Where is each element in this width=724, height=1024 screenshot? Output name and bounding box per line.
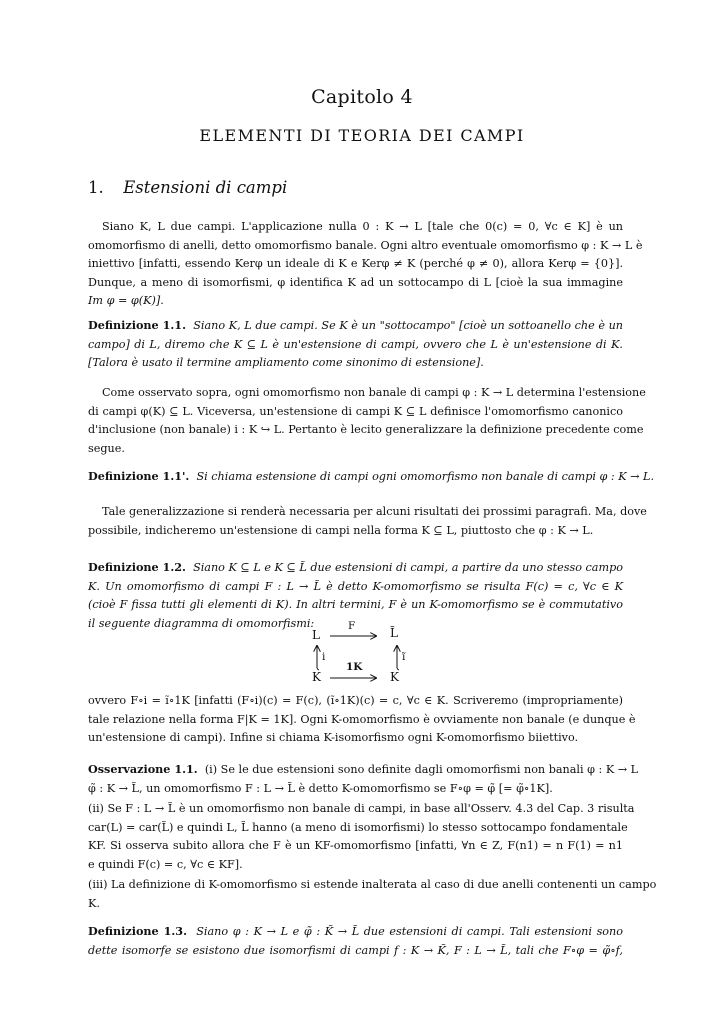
paragraph-line: Come osservato sopra, ogni omomorfismo non banale di campi φ : K → L determina l'estensione bbox=[102, 386, 646, 399]
node-L-tilde: L̃ bbox=[390, 626, 398, 640]
arrow-label-F: F bbox=[348, 620, 356, 632]
paragraph-line: segue. bbox=[88, 441, 125, 455]
remark-line: KF. Si osserva subito allora che F è un KF-omomorfismo [infatti, ∀n ∈ Z, F(n1) = n F(1) = n1 bbox=[88, 839, 623, 852]
remark-line: e quindi F(c) = c, ∀c ∈ KF]. bbox=[88, 857, 243, 871]
arrow-label-i-tilde: ĩ bbox=[402, 651, 406, 663]
section-title: Estensioni di campi bbox=[123, 178, 288, 197]
node-K-left: K bbox=[312, 670, 321, 684]
definition-1-1 bbox=[88, 316, 623, 373]
node-K-right: K bbox=[390, 670, 399, 684]
node-L: L bbox=[312, 628, 320, 642]
paragraph-line: d'inclusione (non banale) i : K ↪ L. Pertanto è lecito generalizzare la definizione precedente come bbox=[88, 423, 644, 436]
definition-label: Definizione 1.3. bbox=[88, 924, 187, 938]
paragraph-line: un'estensione di campi). Infine si chiama K-isomorfismo ogni K-omomorfismo biiettivo. bbox=[88, 731, 579, 744]
definition-line bbox=[88, 922, 623, 942]
definition-line: [Talora è usato il termine ampliamento come sinonimo di estensione]. bbox=[88, 356, 484, 369]
paragraph-line: Siano K, L due campi. L'applicazione nulla 0 : K → L [tale che 0(c) = 0, ∀c ∈ K] è un bbox=[102, 220, 623, 233]
definition-label: Definizione 1.2. bbox=[88, 560, 186, 574]
paragraph-line: iniettivo [infatti, essendo Kerφ un ideale di K e Kerφ ≠ K (perché φ ≠ 0), allora Kerφ = {0}]. bbox=[88, 257, 623, 270]
paragraph-line: ovvero F∘i = ĩ∘1K [infatti (F∘i)(c) = F(c), (ĩ∘1K)(c) = c, ∀c ∈ K. Scriveremo (impropriamente) bbox=[88, 694, 623, 707]
definition-text: Siano φ : K → L e φ̃ : K̃ → L̃ due estensioni di campi. Tali estensioni sono bbox=[196, 925, 623, 938]
paragraph-line: omomorfismo di anelli, detto omomorfismo banale. Ogni altro eventuale omomorfismo φ : K → L è bbox=[88, 238, 643, 252]
remark-line: (ii) Se F : L → L̃ è un omomorfismo non banale di campi, in base all'Osserv. 4.3 del Cap. 3 risulta bbox=[88, 802, 635, 815]
definition-1-1-prime bbox=[88, 467, 655, 487]
arrow-label-identity: 1K bbox=[346, 661, 363, 673]
paragraph-line: Tale generalizzazione si renderà necessaria per alcuni risultati dei prossimi paragrafi. Ma, dove bbox=[102, 505, 647, 518]
definition-line: campo] di L, diremo che K ⊆ L è un'estensione di campi, ovvero che L è un'estensione di K. bbox=[88, 337, 623, 351]
remark-label: Osservazione 1.1. bbox=[88, 762, 198, 776]
remark-line bbox=[88, 760, 639, 780]
definition-line: il seguente diagramma di omomorfismi: bbox=[88, 616, 315, 630]
definition-line: K. Un omomorfismo di campi F : L → L̃ è detto K-omomorfismo se risulta F(c) = c, ∀c ∈ K bbox=[88, 579, 623, 593]
definition-text: Siano K ⊆ L e K ⊆ L̃ due estensioni di campi, a partire da uno stesso campo bbox=[193, 561, 623, 574]
definition-line: (cioè F fissa tutti gli elementi di K). In altri termini, F è un K-omomorfismo se è commutativo bbox=[88, 598, 623, 611]
paragraph-3 bbox=[88, 503, 647, 540]
definition-line bbox=[88, 316, 623, 336]
paragraph-line: di campi φ(K) ⊆ L. Viceversa, un'estensione di campi K ⊆ L definisce l'omomorfismo canonico bbox=[88, 404, 623, 418]
definition-text: Si chiama estensione di campi ogni omomorfismo non banale di campi φ : K → L. bbox=[196, 470, 655, 483]
definition-line bbox=[88, 558, 623, 578]
remark-line: K. bbox=[88, 896, 100, 910]
section-heading bbox=[88, 178, 287, 197]
remark-line: (iii) La definizione di K-omomorfismo si estende inalterata al caso di due anelli contenenti un campo bbox=[88, 878, 657, 891]
section-number: 1. bbox=[88, 178, 104, 197]
definition-1-2-continuation bbox=[88, 692, 636, 748]
definition-line bbox=[88, 467, 655, 487]
remark-text: (i) Se le due estensioni sono definite dagli omomorfismi non banali φ : K → L bbox=[204, 763, 639, 776]
chapter-title: ELEMENTI DI TEORIA DEI CAMPI bbox=[199, 126, 525, 145]
remark-1-1-part-ii bbox=[88, 800, 635, 874]
remark-line: φ̃ : K → L̃, un omomorfismo F : L → L̃ è detto K-omomorfismo se F∘φ = φ̃ [= φ̃∘1K]. bbox=[88, 781, 553, 795]
remark-1-1 bbox=[88, 760, 639, 798]
definition-label: Definizione 1.1. bbox=[88, 318, 186, 332]
definition-line: dette isomorfe se esistono due isomorfismi di campi f : K → K̃, F : L → L̃, tali che F∘φ = φ̃∘f, bbox=[88, 943, 623, 957]
paragraph-line: Dunque, a meno di isomorfismi, φ identifica K ad un sottocampo di L [cioè la sua immagine bbox=[88, 275, 623, 289]
chapter-heading: Capitolo 4 bbox=[311, 86, 413, 108]
paragraph-line: possibile, indicheremo un'estensione di campi nella forma K ⊆ L, piuttosto che φ : K → L. bbox=[88, 523, 594, 537]
remark-1-1-part-iii bbox=[88, 876, 657, 913]
definition-label: Definizione 1.1'. bbox=[88, 469, 190, 483]
intro-paragraph bbox=[88, 218, 643, 311]
definition-text: Siano K, L due campi. Se K è un "sottocampo" [cioè un sottoanello che è un bbox=[193, 319, 623, 332]
remark-line: car(L) = car(L̃) e quindi L, L̃ hanno (a meno di isomorfismi) lo stesso sottocampo fondamentale bbox=[88, 820, 628, 834]
paragraph-line: Im φ = φ(K)]. bbox=[88, 294, 164, 307]
arrow-label-i: i bbox=[322, 651, 326, 663]
paragraph-2 bbox=[88, 384, 646, 458]
paragraph-line: tale relazione nella forma F|K = 1K]. Ogni K-omomorfismo è ovviamente non banale (e dunque è bbox=[88, 712, 636, 726]
commutative-diagram bbox=[300, 622, 430, 688]
definition-1-3 bbox=[88, 922, 623, 960]
